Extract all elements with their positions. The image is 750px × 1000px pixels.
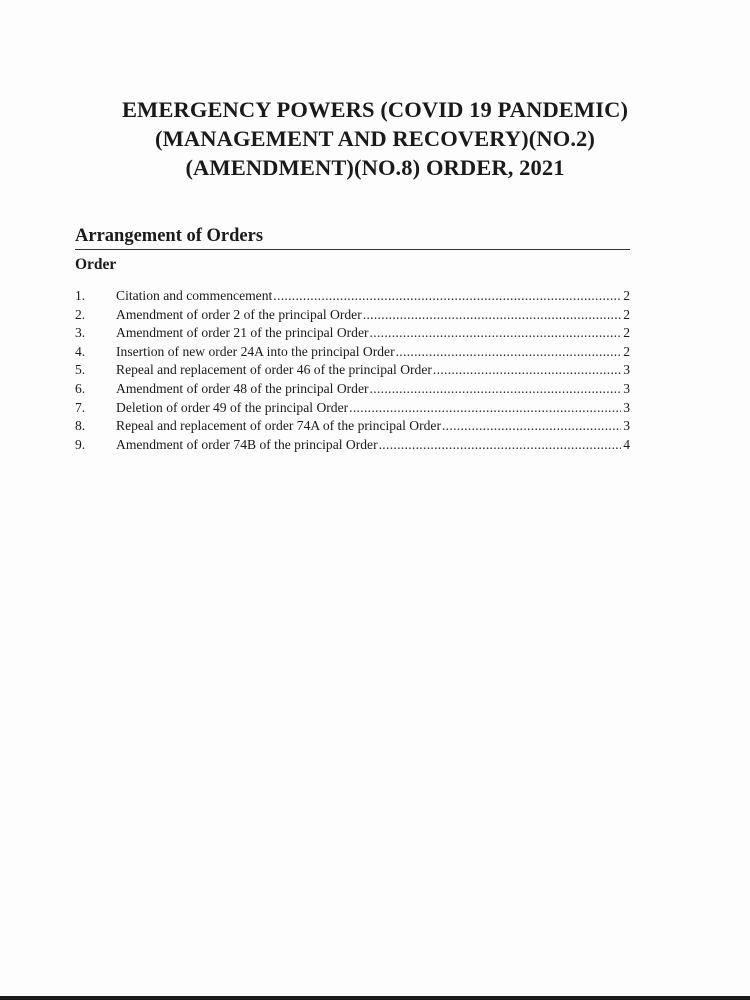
toc-item-number: 3. xyxy=(75,325,86,341)
column-heading: Order xyxy=(75,256,117,273)
toc-item-text: Insertion of new order 24A into the principal Order xyxy=(116,343,395,359)
title-line-3: (AMENDMENT)(NO.8) ORDER, 2021 xyxy=(185,155,565,180)
toc-item-page: 3 xyxy=(623,399,630,415)
toc-item-number: 9. xyxy=(75,436,86,452)
toc-leader-dots xyxy=(370,324,621,343)
toc-item-page: 3 xyxy=(623,380,630,396)
toc-leader-dots xyxy=(396,343,621,362)
toc-item-text: Amendment of order 2 of the principal Order xyxy=(116,306,362,322)
toc-item-page: 2 xyxy=(623,306,630,322)
toc-leader-dots xyxy=(349,399,621,418)
toc-item[interactable] xyxy=(75,399,630,418)
toc-leader-dots xyxy=(370,380,621,399)
toc-item-text: Deletion of order 49 of the principal Order xyxy=(116,399,349,415)
scan-bottom-edge xyxy=(0,996,750,1000)
toc-item-page: 3 xyxy=(623,418,630,434)
toc-item-number: 6. xyxy=(75,380,86,396)
toc-item-number: 5. xyxy=(75,362,86,378)
title-line-1: EMERGENCY POWERS (COVID 19 PANDEMIC) xyxy=(121,97,629,122)
toc-item-number: 4. xyxy=(75,343,86,359)
toc-leader-dots xyxy=(442,417,621,436)
document-title xyxy=(0,95,750,182)
toc-item-text: Amendment of order 48 of the principal Order xyxy=(116,380,369,396)
toc-item[interactable] xyxy=(75,436,630,455)
toc-item-text: Amendment of order 74B of the principal Order xyxy=(116,436,378,452)
toc-item[interactable] xyxy=(75,324,630,343)
toc-item[interactable] xyxy=(75,417,630,436)
title-line-2: (MANAGEMENT AND RECOVERY)(NO.2) xyxy=(154,126,595,151)
toc-item-text: Citation and commencement xyxy=(116,288,273,303)
toc-item-text: Amendment of order 21 of the principal Order xyxy=(116,325,369,341)
toc-item-text: Repeal and replacement of order 74A of the principal Order xyxy=(116,418,441,434)
toc-item-page: 2 xyxy=(623,288,630,303)
toc-item[interactable] xyxy=(75,287,630,306)
toc-item[interactable] xyxy=(75,343,630,362)
toc-leader-dots xyxy=(363,306,621,325)
toc-item-page: 2 xyxy=(623,343,630,359)
toc-item-page: 3 xyxy=(623,362,630,378)
toc-item-number: 8. xyxy=(75,418,86,434)
section-heading: Arrangement of Orders xyxy=(75,225,630,250)
toc-item-number: 7. xyxy=(75,399,86,415)
toc-leader-dots xyxy=(379,436,621,455)
toc-item[interactable] xyxy=(75,380,630,399)
toc-item-page: 2 xyxy=(623,325,630,341)
toc-item[interactable] xyxy=(75,361,630,380)
toc-item-page: 4 xyxy=(623,436,630,452)
toc-item[interactable] xyxy=(75,306,630,325)
toc-leader-dots xyxy=(433,361,621,380)
table-of-contents xyxy=(75,287,630,454)
toc-item-number: 1. xyxy=(75,288,86,303)
toc-item-number: 2. xyxy=(75,306,86,322)
toc-item-text: Repeal and replacement of order 46 of the principal Order xyxy=(116,362,432,378)
toc-leader-dots xyxy=(273,287,621,306)
